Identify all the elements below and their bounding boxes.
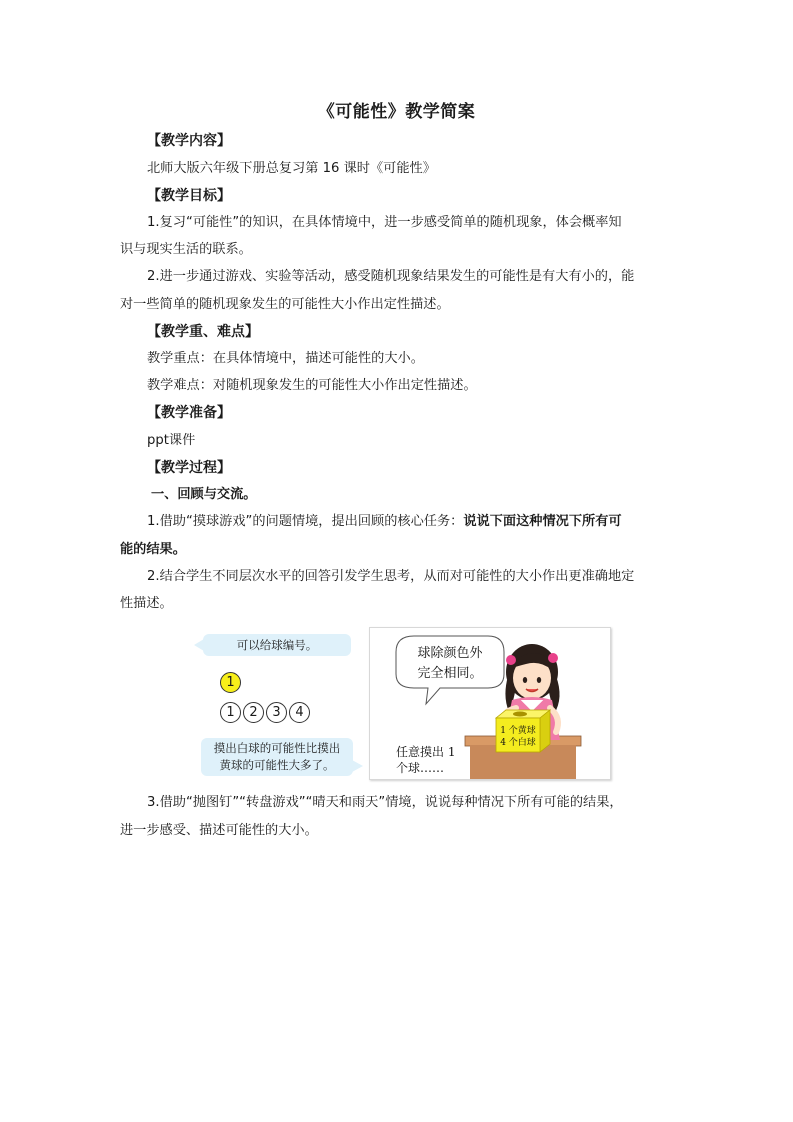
white-ball-icon: 1 xyxy=(220,702,241,723)
step1-line2: 能的结果。 xyxy=(120,542,186,557)
goal1-line2: 识与现实生活的联系。 xyxy=(120,242,252,257)
goal2-line1: 2.进一步通过游戏、实验等活动，感受随机现象结果发生的可能性是有大有小的，能 xyxy=(147,269,635,284)
white-ball-icon: 2 xyxy=(243,702,264,723)
difficult-point: 教学难点：对随机现象发生的可能性大小作出定性描述。 xyxy=(147,378,477,393)
speech-line2: 完全相同。 xyxy=(417,666,483,681)
step1-prefix: 1.借助“摸球游戏”的问题情境，提出回顾的核心任务： xyxy=(147,514,464,529)
white-ball-icon: 4 xyxy=(289,702,310,723)
step2-line1: 2.结合学生不同层次水平的回答引发学生思考，从而对可能性的大小作出更准确地定 xyxy=(147,569,635,584)
probability-comment-line2: 黄球的可能性大多了。 xyxy=(219,758,335,772)
yellow-ball-icon: 1 xyxy=(220,672,241,693)
goals-heading: 【教学目标】 xyxy=(147,188,231,204)
speech-line1: 球除颜色外 xyxy=(417,646,483,661)
numbering-hint-bubble: 可以给球编号。 xyxy=(203,634,351,656)
process-heading: 【教学过程】 xyxy=(147,460,231,476)
content-heading: 【教学内容】 xyxy=(147,133,231,149)
part1-heading: 一、回顾与交流。 xyxy=(151,487,257,502)
goal2-line2: 对一些简单的随机现象发生的可能性大小作出定性描述。 xyxy=(120,297,450,312)
goal1-line1: 1.复习“可能性”的知识，在具体情境中，进一步感受简单的随机现象，体会概率知 xyxy=(147,215,622,230)
step3-line2: 进一步感受、描述可能性的大小。 xyxy=(120,823,318,838)
key-heading: 【教学重、难点】 xyxy=(147,324,259,340)
figure-left-panel xyxy=(198,630,363,778)
box-label-line2: 4 个白球 xyxy=(500,738,536,748)
page-title: 《可能性》教学简案 xyxy=(317,102,476,122)
step1-line1 xyxy=(147,512,622,532)
content-text: 北师大版六年级下册总复习第 16 课时《可能性》 xyxy=(147,161,436,176)
step1-bold-part1: 说说下面这种情况下所有可 xyxy=(463,514,622,529)
probability-comment-bubble xyxy=(201,738,353,776)
caption-line2: 个球…… xyxy=(396,761,445,775)
probability-comment-line1: 摸出白球的可能性比摸出 xyxy=(213,741,341,755)
step3-line1: 3.借助“抛图钉”“转盘游戏”“晴天和雨天”情境，说说每种情况下所有可能的结果， xyxy=(147,795,623,810)
prep-heading: 【教学准备】 xyxy=(147,405,231,421)
key-point: 教学重点：在具体情境中，描述可能性的大小。 xyxy=(147,351,424,366)
white-ball-icon: 3 xyxy=(266,702,287,723)
prep-text: ppt课件 xyxy=(147,433,196,448)
figure-right-panel xyxy=(369,627,611,780)
box-side xyxy=(540,710,550,752)
caption-line1: 任意摸出 1 xyxy=(396,745,456,759)
box-label-line1: 1 个黄球 xyxy=(500,726,536,736)
figure-caption xyxy=(396,744,455,776)
step2-line2: 性描述。 xyxy=(120,596,173,611)
